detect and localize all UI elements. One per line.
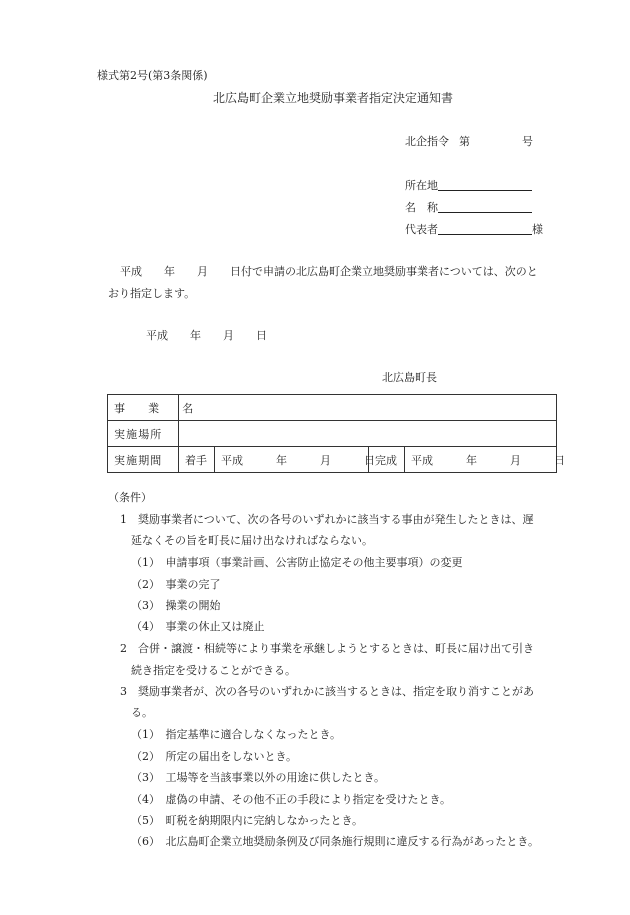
list-item: （1） 申請事項（事業計画、公害防止協定その他主要事項）の変更 <box>131 556 463 569</box>
period-label: 実施期間 <box>108 447 179 473</box>
project-table <box>107 394 565 473</box>
doc-number-suffix: 号 <box>522 135 533 148</box>
name-line <box>438 200 532 213</box>
table-row <box>108 421 557 447</box>
location-value <box>179 421 557 447</box>
table-row <box>108 447 557 473</box>
condition-1-line-1: 1 奨励事業者について、次の各号のいずれかに該当する事由が発生したときは、遅 <box>120 513 534 526</box>
rep-label: 代表者 <box>405 223 438 236</box>
list-item: （3） 操業の開始 <box>131 599 221 612</box>
condition-3-line-1: 3 奨励事業者が、次の各号のいずれかに該当するときは、指定を取り消すことがあ <box>120 685 534 698</box>
project-name-value <box>179 395 557 421</box>
table-row <box>108 395 557 421</box>
end-date: 平成 年 月 日 <box>405 447 557 473</box>
body-line-2: おり指定します。 <box>108 287 196 300</box>
project-name-label: 事 業 名 <box>108 395 179 421</box>
list-item: （4） 事業の休止又は廃止 <box>131 620 265 633</box>
list-item: （2） 所定の届出をしないとき。 <box>131 750 298 763</box>
list-item: （5） 町税を納期限内に完納しなかったとき。 <box>131 814 364 827</box>
list-item: （6） 北広島町企業立地奨励条例及び同条施行規則に違反する行為があったとき。 <box>131 835 539 848</box>
condition-3-line-2: る。 <box>131 706 153 719</box>
document-title: 北広島町企業立地奨励事業者指定決定通知書 <box>213 91 454 105</box>
list-item: （4） 虚偽の申請、その他不正の手段により指定を受けたとき。 <box>131 793 452 806</box>
document-number <box>405 136 533 147</box>
condition-2-line-2: 続き指定を受けることができる。 <box>131 664 296 677</box>
conditions-heading: （条件） <box>108 491 152 504</box>
list-item: （1） 指定基準に適合しなくなったとき。 <box>131 728 342 741</box>
issuer: 北広島町長 <box>382 371 437 384</box>
address-line <box>438 178 532 191</box>
recipient-address-row <box>405 178 532 191</box>
list-item: （2） 事業の完了 <box>131 578 221 591</box>
recipient-name-row <box>405 200 532 213</box>
location-label: 実施場所 <box>108 421 179 447</box>
body-line-1: 平成 年 月 日付で申請の北広島町企業立地奨励事業者については、次のと <box>120 265 538 278</box>
start-label: 着手 <box>179 447 215 473</box>
address-label: 所在地 <box>405 179 438 192</box>
doc-number-middle: 第 <box>459 135 470 148</box>
condition-2-line-1: 2 合併・譲渡・相続等により事業を承継しようとするときは、町長に届け出て引き <box>120 642 534 655</box>
recipient-rep-row <box>405 222 543 235</box>
doc-number-prefix: 北企指令 <box>405 135 449 148</box>
form-label: 様式第2号(第3条関係) <box>97 69 208 82</box>
condition-1-line-2: 延なくその旨を町長に届け出なければならない。 <box>131 534 373 547</box>
date-line: 平成 年 月 日 <box>146 329 267 342</box>
name-label: 名 称 <box>405 201 438 214</box>
honorific: 様 <box>532 223 543 236</box>
list-item: （3） 工場等を当該事業以外の用途に供したとき。 <box>131 771 386 784</box>
rep-line <box>438 222 532 235</box>
end-label: 完成 <box>369 447 405 473</box>
start-date: 平成 年 月 日 <box>215 447 369 473</box>
